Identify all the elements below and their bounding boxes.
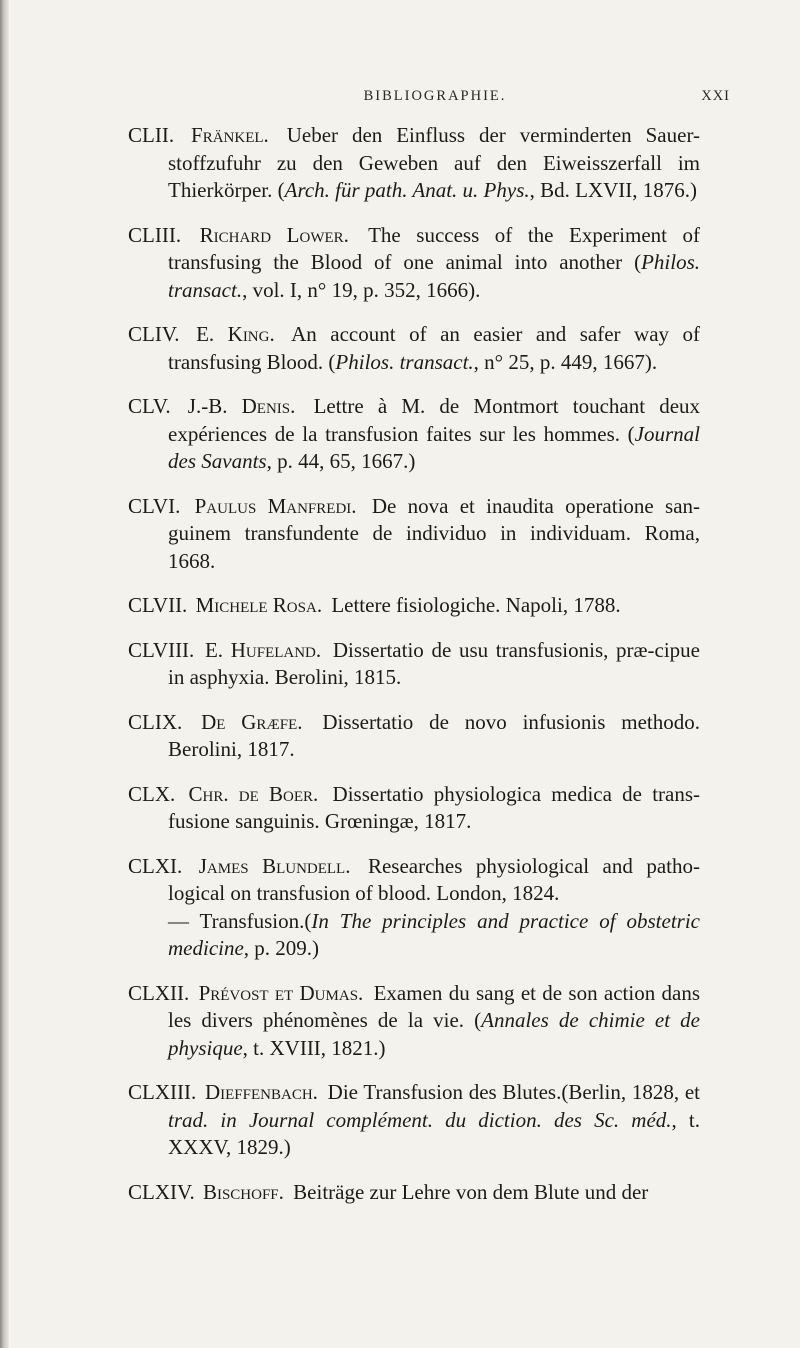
entry-text: De nova et inaudita operatione san-guinem transfundente de individuo in individuam. Roma, 1668. (168, 493, 701, 573)
entry-author: Paulus Manfredi. (194, 493, 357, 518)
entry-citation: , t. XVIII, 1821.) (242, 1035, 386, 1060)
entry-text: Lettere fisiologiche. Napoli, 1788. (331, 593, 621, 617)
entry-journal: Journal des Savants (168, 421, 700, 473)
entry-text: Dissertatio physiologica medica de trans-fusione sanguinis. Grœningæ, 1817. (168, 781, 701, 833)
entry-author: Chr. de Boer. (188, 781, 319, 806)
bibliography-entry (128, 222, 700, 305)
entry-text: Dissertatio de novo infusionis methodo. Berolini, 1817. (168, 709, 701, 761)
entry-author: De Græfe. (201, 709, 303, 734)
entry-sub-text: — Transfusion.( (168, 908, 312, 933)
bibliography-entry (128, 493, 700, 576)
entry-citation: , t. XXXV, 1829.) (168, 1107, 700, 1159)
bibliography-entry (128, 709, 700, 764)
entry-author: Richard Lower. (199, 222, 349, 247)
bibliography-entry (128, 1079, 700, 1162)
entry-sub-book: In The principles and practice of obstetric medicine (168, 908, 700, 960)
bibliography-entry (128, 637, 700, 692)
page-number: XXI (701, 88, 730, 104)
bibliography-entry (128, 980, 700, 1063)
entry-number: CLIII. (128, 222, 182, 247)
bibliography-entry (128, 321, 700, 376)
entry-text: Examen du sang et de son action dans les divers phénomènes de la vie. ( (168, 980, 701, 1032)
bibliography-entry (128, 781, 700, 836)
entry-journal: Arch. für path. Anat. u. Phys. (284, 178, 530, 202)
entry-number: CLVIII. (128, 637, 195, 662)
entry-author: Prévost et Dumas. (198, 980, 364, 1005)
bibliography-list (128, 122, 700, 1223)
entry-number: CLXI. (128, 853, 183, 878)
page-header (130, 88, 740, 108)
entry-text: Researches physiological and patho-logical on transfusion of blood. London, 1824. (168, 853, 700, 905)
entry-number: CLII. (128, 123, 175, 147)
entry-citation: , Bd. LXVII, 1876.) (529, 178, 698, 202)
entry-sub-citation: , p. 209.) (243, 936, 320, 960)
entry-number: CLIX. (128, 709, 183, 734)
entry-author: Fränkel. (191, 123, 269, 147)
entry-text: The success of the Experiment of transfusing the Blood of one animal into another ( (168, 222, 701, 274)
entry-text: Lettre à M. de Montmort touchant deux expériences de la transfusion faites sur les hommes. ( (168, 394, 701, 446)
entry-author: Bischoff. (202, 1179, 284, 1204)
bibliography-entry (128, 122, 700, 205)
entry-text: Die Transfusion des Blutes.(Berlin, 1828, et (327, 1080, 700, 1104)
entry-number: CLVII. (128, 593, 188, 617)
entry-text: An account of an easier and safer way of transfusing Blood. ( (168, 322, 701, 374)
entry-journal: Annales de chimie et de physique (168, 1008, 700, 1060)
entry-text: Beiträge zur Lehre von dem Blute und der (293, 1179, 649, 1204)
entry-author: E. King. (196, 322, 275, 346)
entry-author: E. Hufeland. (204, 637, 322, 662)
page-edge-shadow (0, 0, 9, 1348)
entry-journal: Philos. transact. (335, 349, 474, 374)
entry-number: CLV. (128, 394, 171, 418)
entry-citation: , vol. I, n° 19, p. 352, 1666). (242, 277, 481, 302)
entry-author: James Blundell. (198, 853, 351, 878)
entry-text: Ueber den Einfluss der verminderten Sauer-stoffzufuhr zu den Geweben auf den Eiweisszerfall im Thierkörper. ( (168, 123, 701, 202)
bibliography-entry (128, 592, 700, 620)
entry-journal: trad. in Journal complément. du diction. des Sc. méd. (168, 1107, 672, 1132)
running-title: BIBLIOGRAPHIE. (363, 88, 507, 104)
entry-author: Michele Rosa. (195, 593, 323, 617)
entry-citation: , n° 25, p. 449, 1667). (473, 349, 658, 374)
bibliography-entry (128, 1179, 700, 1207)
entry-number: CLX. (128, 781, 176, 806)
entry-citation: , p. 44, 65, 1667.) (266, 449, 416, 473)
entry-author: Dieffenbach. (204, 1080, 318, 1104)
bibliography-entry (128, 393, 700, 476)
entry-journal: Philos. transact. (168, 250, 700, 302)
entry-number: CLIV. (128, 322, 180, 346)
entry-author: J.-B. Denis. (187, 394, 296, 418)
bibliography-entry (128, 853, 700, 963)
entry-number: CLXII. (128, 980, 190, 1005)
entry-text: Dissertatio de usu transfusionis, præ-cipue in asphyxia. Berolini, 1815. (168, 637, 700, 689)
entry-number: CLVI. (128, 493, 181, 518)
entry-number: CLXIV. (128, 1179, 195, 1204)
entry-sub-item (168, 908, 700, 963)
entry-number: CLXIII. (128, 1080, 197, 1104)
